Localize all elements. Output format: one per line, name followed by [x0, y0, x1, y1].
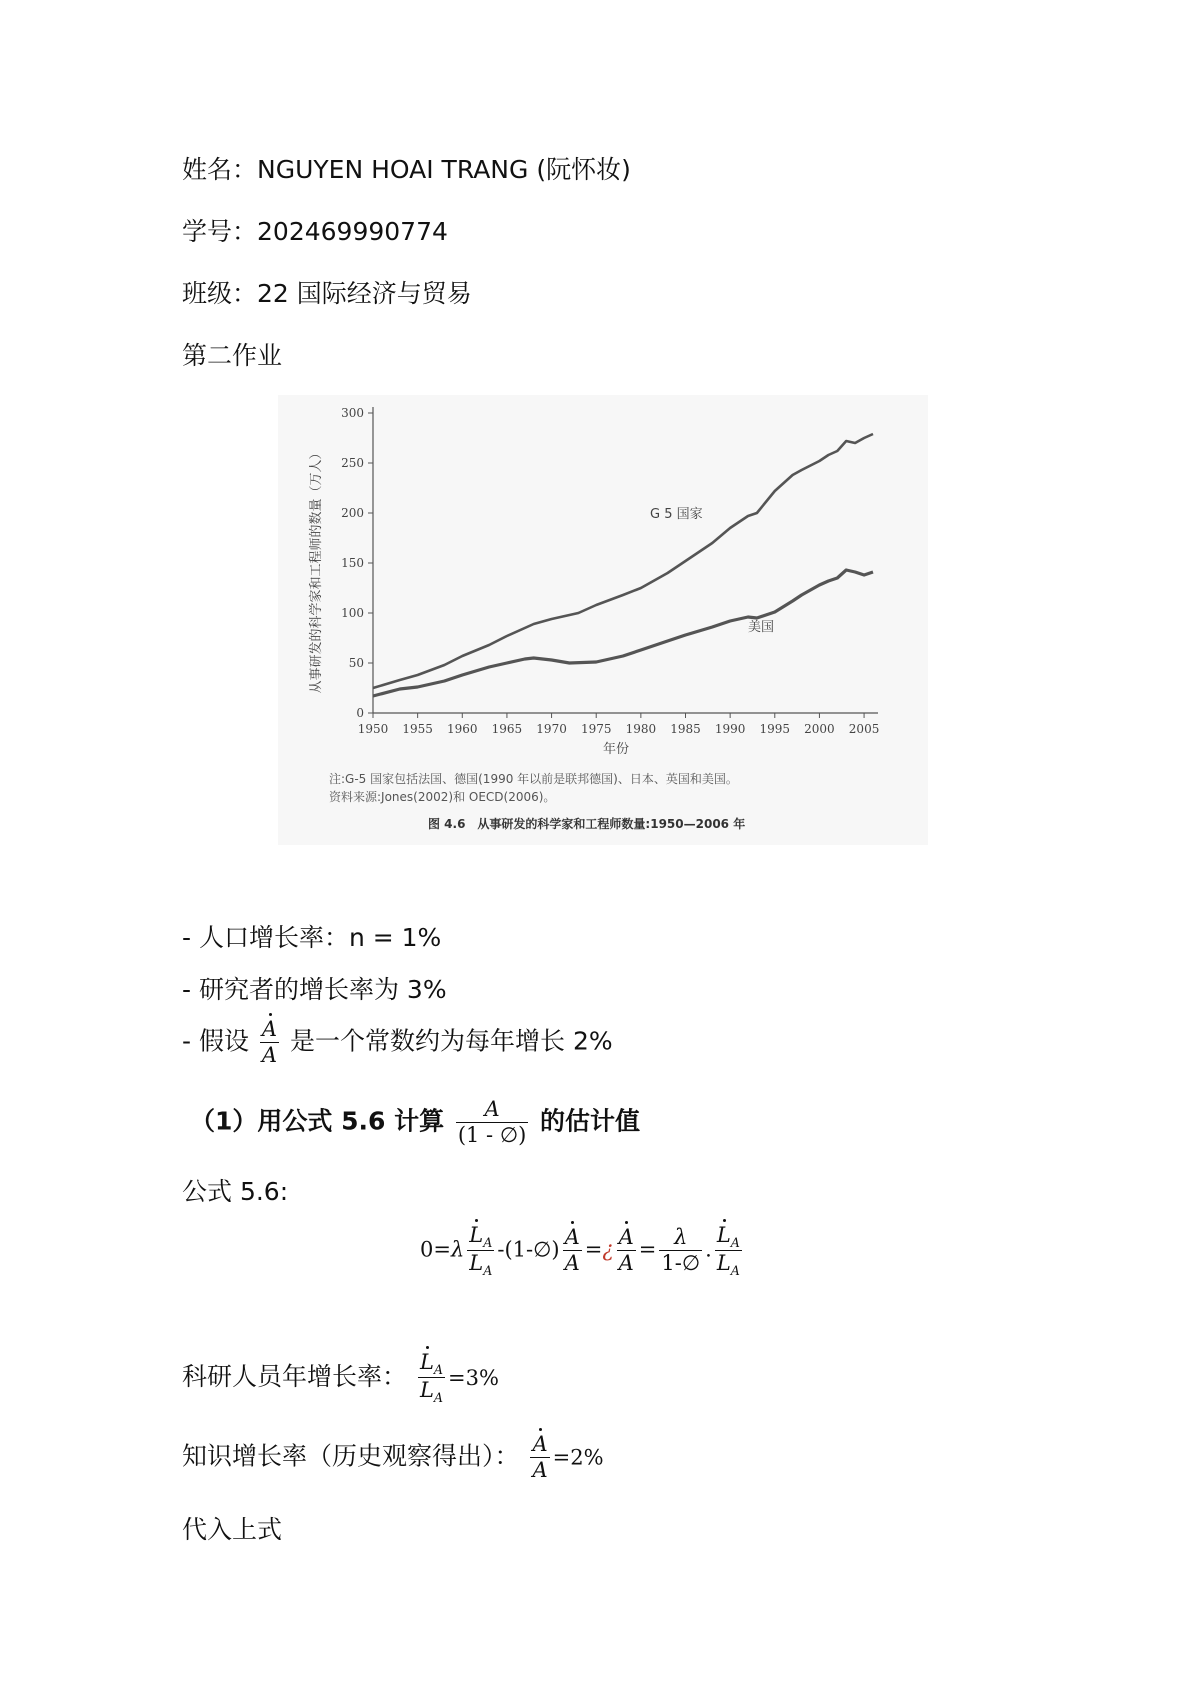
ldot-over-l-fraction-3: $\frac{L_A}{L_A}$	[419, 1350, 444, 1406]
figure-4-6	[278, 395, 928, 845]
class-value: 22 国际经济与贸易	[257, 279, 472, 308]
x-tick-label-1980: 1980	[625, 722, 657, 736]
y-tick-label-300: 300	[341, 406, 364, 420]
ldot-over-l-fraction-2: $\frac{L_A}{L_A}$	[716, 1223, 740, 1279]
adot-over-a-fraction-2: $\frac{A}{A}$	[618, 1225, 634, 1276]
researcher-growth-label: 科研人员年增长率：	[182, 1361, 408, 1391]
bullet-researchers: - 研究者的增长率为 3%	[182, 975, 447, 1004]
x-tick-label-2000: 2000	[804, 722, 835, 736]
y-tick-label-250: 250	[341, 456, 364, 470]
substitute-line: 代入上式	[182, 1515, 283, 1544]
formula-5-6: 0=λ $\frac{L_A}{L_A}$ -(1-∅) $\frac{A}{A}$ =¿ $\frac{A}{A}$ = $\frac{\lambda}{1-\emptyset}$ . $\frac{L_A}{L_A}$	[420, 1223, 740, 1279]
knowledge-growth-line	[182, 1432, 604, 1483]
x-tick-label-1990: 1990	[714, 722, 746, 736]
figure-note: 注:G-5 国家包括法国、德国(1990 年以前是联邦德国)、日本、英国和美国。	[329, 772, 738, 786]
adot-over-a-fraction: $\frac{A}{A}$	[261, 1017, 278, 1068]
bullet-population: - 人口增长率：n = 1%	[182, 923, 442, 952]
x-tick-label-1970: 1970	[536, 722, 567, 736]
question-suffix: 的估计值	[540, 1106, 641, 1136]
knowledge-growth-label: 知识增长率（历史观察得出）：	[182, 1441, 520, 1471]
assume-suffix: 是一个常数约为每年增长 2%	[290, 1026, 613, 1056]
name-label: 姓名：	[182, 155, 258, 184]
id-value: 202469990774	[257, 217, 448, 246]
class-label: 班级：	[182, 279, 258, 308]
researcher-growth-value: =3%	[448, 1365, 499, 1390]
y-axis-label: 从事研发的科学家和工程师的数量（万人）	[309, 446, 324, 694]
y-tick-label-0: 0	[356, 706, 364, 720]
x-tick-label-1965: 1965	[491, 722, 523, 736]
figure-caption: 图 4.6 从事研发的科学家和工程师数量:1950—2006 年	[428, 817, 746, 831]
question-1	[190, 1097, 640, 1148]
x-tick-label-1960: 1960	[447, 722, 478, 736]
y-tick-label-50: 50	[348, 656, 364, 670]
knowledge-growth-value: =2%	[552, 1445, 604, 1470]
legend-g5: G 5 国家	[650, 507, 703, 522]
formula-label: 公式 5.6:	[182, 1177, 289, 1206]
rd-chart	[278, 395, 928, 845]
figure-source: 资料来源:Jones(2002)和 OECD(2006)。	[329, 790, 556, 804]
lambda-over-one-minus-phi: $\frac{\lambda}{1-\emptyset}$	[661, 1225, 701, 1276]
class-line	[182, 274, 472, 310]
assume-prefix: - 假设	[182, 1026, 249, 1056]
y-tick-label-200: 200	[341, 506, 364, 520]
student-name-line	[182, 150, 631, 186]
a-over-one-minus-phi: $\frac{A}{(1 - \emptyset)}$	[457, 1097, 527, 1148]
assignment-title: 第二作业	[182, 341, 283, 370]
adot-over-a-fraction-3: $\frac{A}{A}$	[532, 1432, 548, 1483]
x-tick-label-1955: 1955	[402, 722, 433, 736]
adot-over-a-fraction-1: $\frac{A}{A}$	[564, 1225, 580, 1276]
x-tick-label-2005: 2005	[848, 722, 880, 736]
chart-series	[373, 434, 873, 696]
student-id-line	[182, 212, 448, 248]
bullet-assumption	[182, 1017, 613, 1068]
name-value: NGUYEN HOAI TRANG (阮怀妆)	[257, 155, 631, 184]
legend-us: 美国	[748, 620, 775, 635]
chart-axes	[373, 407, 878, 713]
id-label: 学号：	[182, 217, 258, 246]
y-tick-label-100: 100	[341, 606, 364, 620]
x-tick-label-1995: 1995	[759, 722, 791, 736]
researcher-growth-line	[182, 1350, 499, 1406]
render-error-char: ¿	[602, 1237, 614, 1262]
y-tick-label-150: 150	[341, 556, 364, 570]
x-axis-label: 年份	[602, 742, 630, 757]
series-line-us	[373, 570, 873, 696]
x-tick-label-1975: 1975	[580, 722, 612, 736]
x-tick-label-1985: 1985	[670, 722, 701, 736]
question-prefix: （1）用公式 5.6 计算	[190, 1106, 445, 1136]
ldot-over-l-fraction: $\frac{L_A}{L_A}$	[469, 1223, 493, 1279]
series-line-g5	[373, 434, 873, 688]
x-tick-label-1950: 1950	[357, 722, 389, 736]
